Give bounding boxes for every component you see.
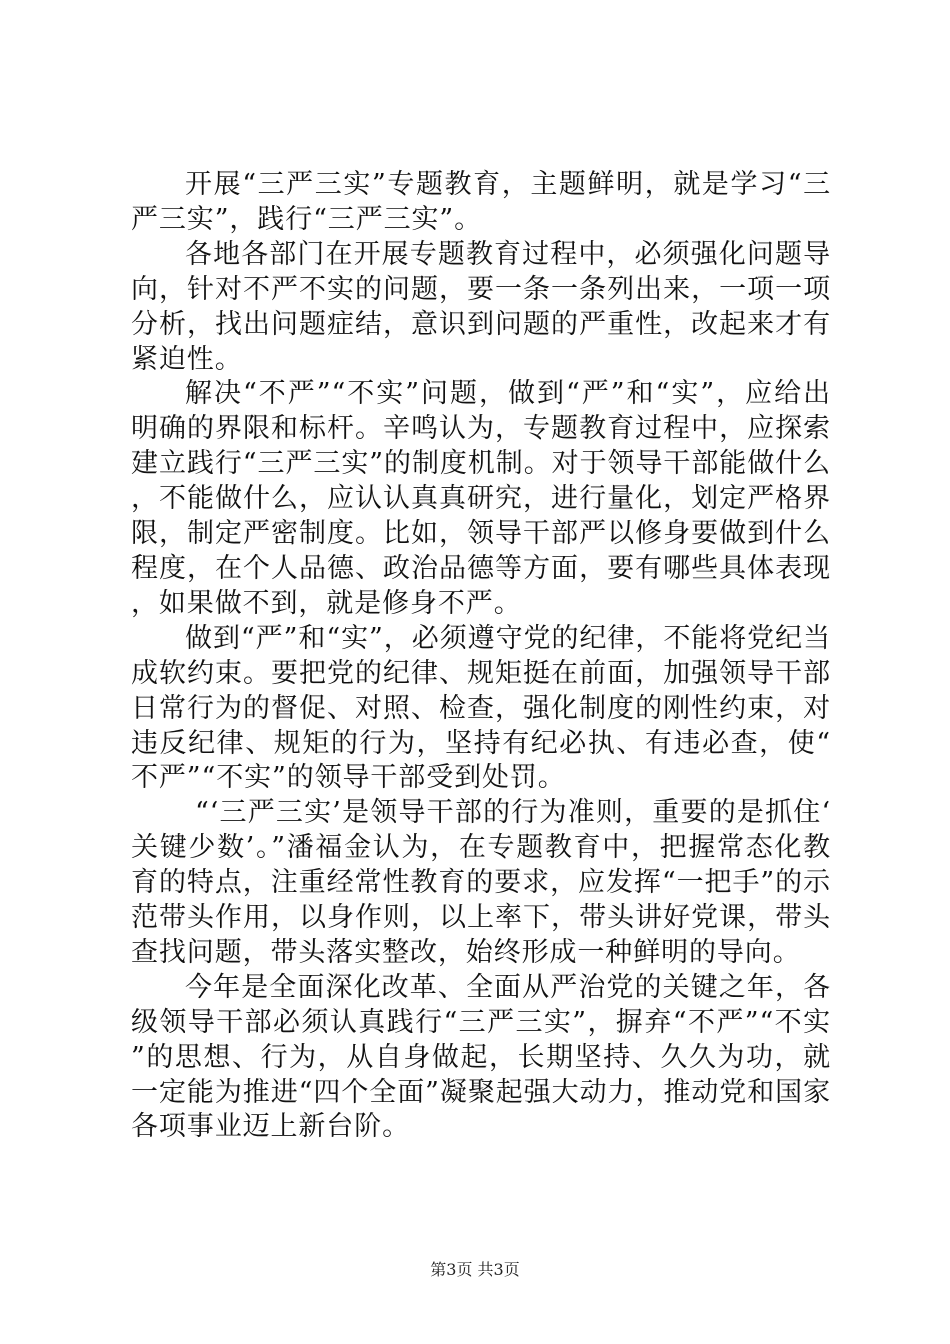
paragraph-3: 解决“不严”“不实”问题，做到“严”和“实”，应给出明确的界限和标杆。辛鸣认为，专题教育过程中，应探索建立践行“三严三实”的制度机制。对于领导干部能做什么，不能做什么，应认认真真研究，进行量化，划定严格界限，制定严密制度。比如，领导干部严以修身要做到什么程度，在个人品德、政治品德等方面，要有哪些具体表现，如果做不到，就是修身不严。: [131, 378, 831, 619]
paragraph-5: “‘三严三实’是领导干部的行为准则，重要的是抓住‘关键少数’。”潘福金认为，在专题教育中，把握常态化教育的特点，注重经常性教育的要求，应发挥“一把手”的示范带头作用，以身作则，以上率下，带头讲好党课，带头查找问题，带头落实整改，始终形成一种鲜明的导向。: [131, 797, 831, 968]
paragraph-6: 今年是全面深化改革、全面从严治党的关键之年，各级领导干部必须认真践行“三严三实”，摒弃“不严”“不实”的思想、行为，从自身做起，长期坚持、久久为功，就一定能为推进“四个全面”凝聚起强大动力，推动党和国家各项事业迈上新台阶。: [131, 971, 831, 1143]
paragraph-2: 各地各部门在开展专题教育过程中，必须强化问题导向，针对不严不实的问题，要一条一条列出来，一项一项分析，找出问题症结，意识到问题的严重性，改起来才有紧迫性。: [131, 238, 831, 375]
paragraph-4: 做到“严”和“实”，必须遵守党的纪律，不能将党纪当成软约束。要把党的纪律、规矩挺在前面，加强领导干部日常行为的督促、对照、检查，强化制度的刚性约束，对违反纪律、规矩的行为，坚持有纪必执、有违必查，使“不严”“不实”的领导干部受到处罚。: [131, 622, 831, 794]
document-body: [131, 168, 831, 1145]
paragraph-1: 开展“三严三实”专题教育，主题鲜明，就是学习“三严三实”，践行“三严三实”。: [131, 169, 831, 235]
page-number-footer: 第3页 共3页: [430, 1260, 520, 1279]
